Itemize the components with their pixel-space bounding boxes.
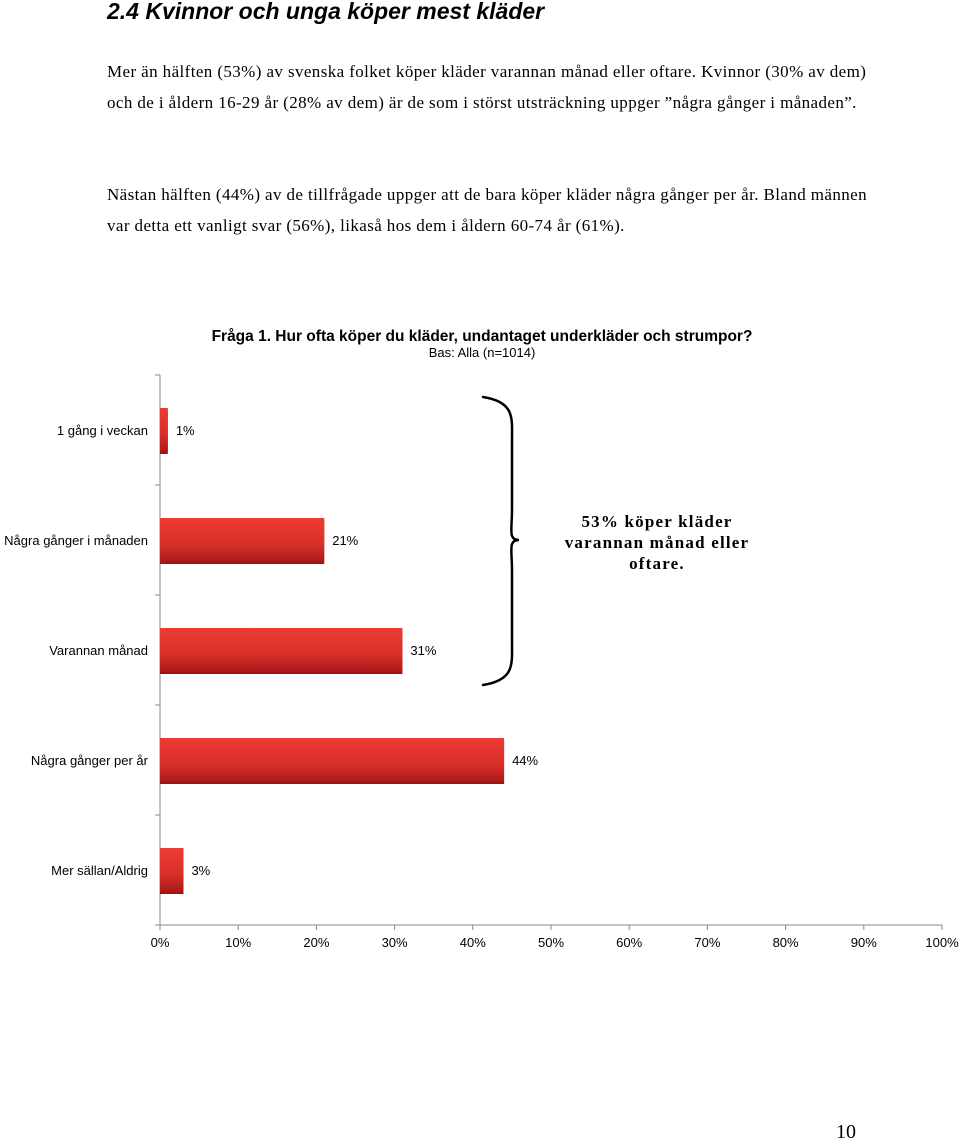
x-tick-label: 70% <box>694 935 721 950</box>
bar <box>160 628 402 672</box>
x-tick-label: 90% <box>850 935 877 950</box>
data-label: 3% <box>191 863 211 878</box>
chart-subtitle: Bas: Alla (n=1014) <box>428 345 536 360</box>
page-number: 10 <box>836 1121 856 1143</box>
x-tick-label: 0% <box>150 935 170 950</box>
category-label: Några gånger per år <box>30 753 148 768</box>
x-tick-label: 60% <box>616 935 643 950</box>
category-label: Mer sällan/Aldrig <box>51 863 148 878</box>
x-tick-label: 80% <box>772 935 799 950</box>
data-label: 21% <box>332 533 359 548</box>
annotation-line: 53% köper kläder <box>581 512 733 531</box>
x-tick-label: 30% <box>381 935 408 950</box>
section-heading: 2.4 Kvinnor och unga köper mest kläder <box>107 0 545 24</box>
category-label: 1 gång i veckan <box>56 423 148 438</box>
annotation-line: varannan månad eller <box>564 533 750 552</box>
chart-title: Fråga 1. Hur ofta köper du kläder, undantaget underkläder och strumpor? <box>211 328 753 345</box>
bar <box>160 738 504 782</box>
x-tick-label: 10% <box>225 935 252 950</box>
x-tick-label: 40% <box>459 935 486 950</box>
x-tick-label: 50% <box>537 935 565 950</box>
data-label: 31% <box>410 643 437 658</box>
x-tick-label: 100% <box>925 935 959 950</box>
x-tick-label: 20% <box>303 935 330 950</box>
annotation-group <box>483 397 749 685</box>
second-paragraph: Nästan hälften (44%) av de tillfrågade uppger att de bara köper kläder några gånger per år. Bland männen var detta ett vanligt svar (56%), likaså hos dem i åldern 60-74 år (61%). <box>107 185 868 235</box>
intro-paragraph: Mer än hälften (53%) av svenska folket köper kläder varannan månad eller oftare. Kvinnor (30% av dem) och de i åldern 16-29 år (28% av dem) är de som i störst utsträckning uppger ”några gånger i månaden”. <box>107 62 867 112</box>
category-label: Varannan månad <box>49 643 148 658</box>
data-label: 1% <box>175 423 195 438</box>
bar <box>160 408 168 452</box>
data-label: 44% <box>512 753 539 768</box>
bar <box>160 848 183 892</box>
bar <box>160 518 324 562</box>
plot-area <box>4 375 959 950</box>
category-label: Några gånger i månaden <box>4 533 148 548</box>
annotation-line: oftare. <box>629 554 685 573</box>
brace-icon <box>483 397 519 685</box>
